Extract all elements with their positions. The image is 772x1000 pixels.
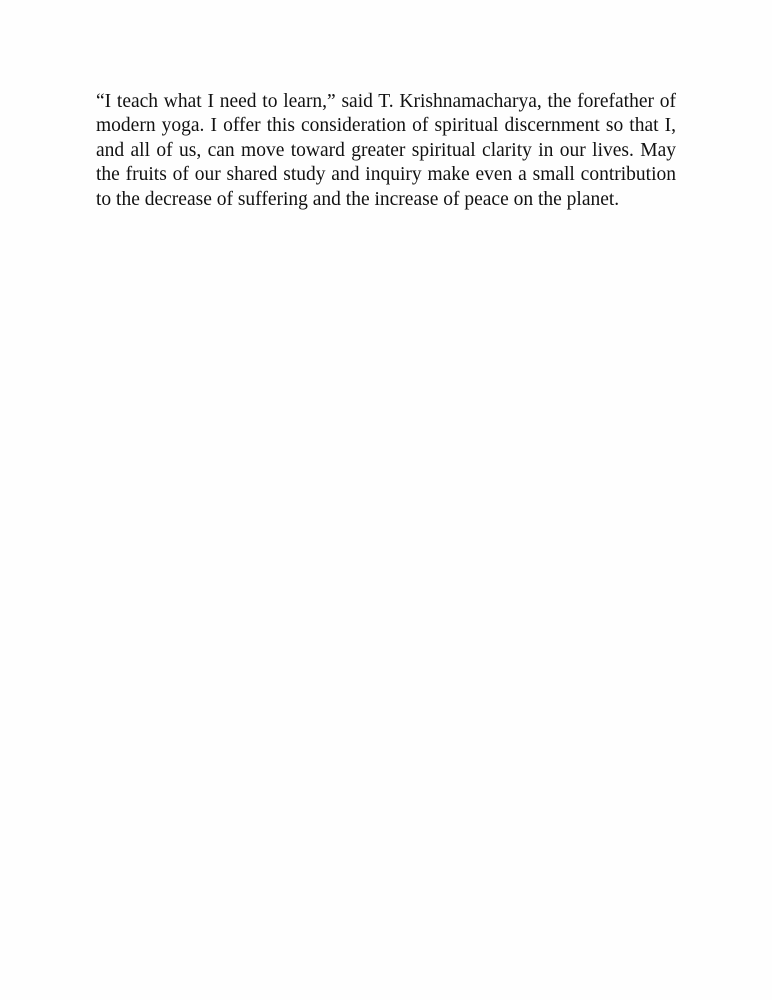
body-paragraph: “I teach what I need to learn,” said T. Krishnamacharya, the forefather of modern yoga. I offer this consideration of spiritual discernment so that I, and all of us, can move toward greater spiritual clarity in our lives. May the fruits of our shared study and inquiry make even a small contribution to the decrease of suffering and the increase of peace on the planet. bbox=[96, 91, 676, 210]
